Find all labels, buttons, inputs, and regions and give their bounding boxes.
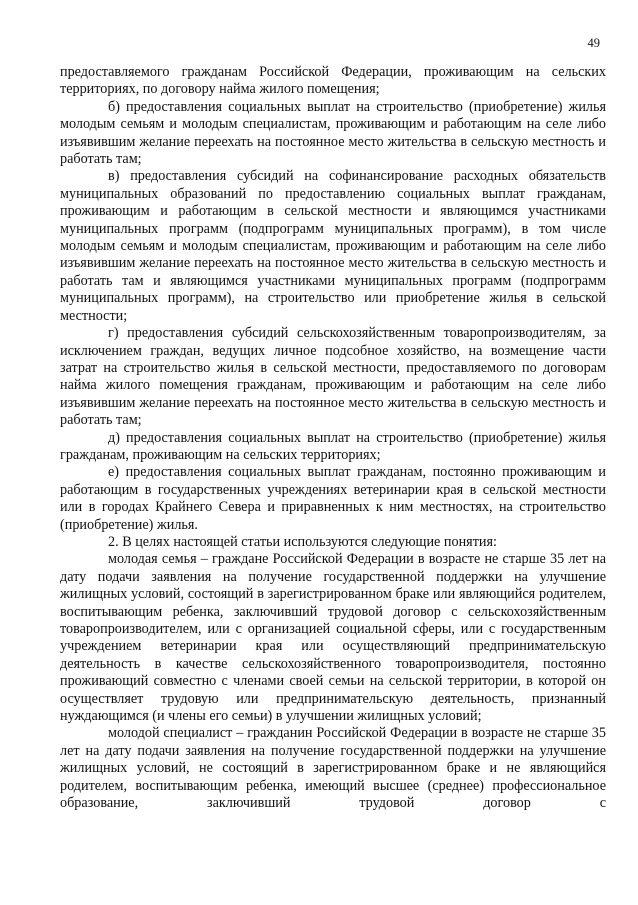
page-number: 49 bbox=[587, 36, 600, 50]
document-body bbox=[60, 64, 606, 812]
paragraph-section-2: 2. В целях настоящей статьи используются следующие понятия: bbox=[108, 533, 497, 550]
paragraph-item-d: д) предоставления социальных выплат на строительство (приобретение) жилья гражданам, проживающим на сельских территориях; bbox=[60, 429, 606, 463]
paragraph-item-b: б) предоставления социальных выплат на строительство (приобретение) жилья молодым семьям и молодым специалистам, проживающим и работающим на селе либо изъявившим желание переехать на постоянное место жительства в сельскую местность и работать там; bbox=[60, 98, 606, 168]
paragraph-item-g: г) предоставления субсидий сельскохозяйственным товаропроизводителям, за исключением граждан, ведущих личное подсобное хозяйство, на возмещение части затрат на строительство жилья в сельской местности, предоставляемого по договорам найма жилого помещения гражданам, проживающим и работающим на селе либо изъявившим желание переехать на постоянное место жительства в сельскую местность и работать там; bbox=[60, 325, 606, 429]
paragraph-item-e: е) предоставления социальных выплат гражданам, постоянно проживающим и работающим в государственных учреждениях ветеринарии края в сельской местности или в городах Крайнего Севера и приравненных к ним местностях, на строительство (приобретение) жилья. bbox=[60, 464, 606, 533]
paragraph-continuation: предоставляемого гражданам Российской Федерации, проживающим на сельских территориях, по договору найма жилого помещения; bbox=[60, 64, 606, 98]
paragraph-definition-young-specialist: молодой специалист – гражданин Российской Федерации в возрасте не старше 35 лет на дату подачи заявления на получение государственной поддержки на улучшение жилищных условий, не состоящий в зарегистрированном браке и не являющийся родителем, воспитывающим ребенка, имеющий высшее (среднее) профессиональное образование, заключивший трудовой договор с bbox=[60, 725, 606, 812]
paragraph-item-v: в) предоставления субсидий на софинансирование расходных обязательств муниципальных образований по предоставлению социальных выплат гражданам, проживающим и работающим в сельской местности и являющимся участниками муниципальных программ (подпрограмм муниципальных программ), в том числе молодым семьям и молодым специалистам, проживающим и работающим на селе либо изъявившим желание переехать на постоянное место жительства в сельскую местность и работать там и являющимся участниками муниципальных программ (подпрограмм муниципальных программ), на строительство или приобретение жилья в сельской местности; bbox=[60, 168, 606, 324]
paragraph-definition-young-family: молодая семья – граждане Российской Федерации в возрасте не старше 35 лет на дату подачи заявления на получение государственной поддержки на улучшение жилищных условий, состоящий в зарегистрированном браке или являющийся родителем, воспитывающим ребенка, заключивший трудовой договор с сельскохозяйственным товаропроизводителем, или с организацией социальной сферы, или с государственным учреждением ветеринарии края или осуществляющий предпринимательскую деятельность в качестве сельскохозяйственного товаропроизводителя, постоянно проживающий совместно с членами своей семьи на сельской территории, в которой он осуществляет трудовую или предпринимательскую деятельность, признанный нуждающимся (и члены его семьи) в улучшении жилищных условий; bbox=[60, 551, 606, 725]
